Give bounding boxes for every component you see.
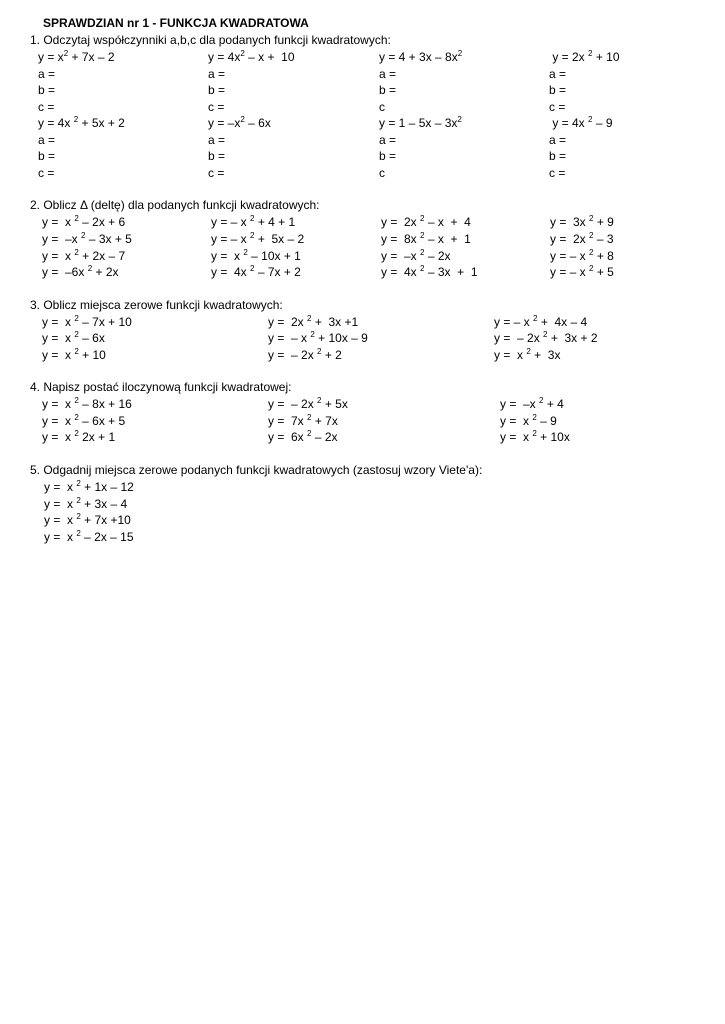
function-formula: $y = x^2 + 7x - 2$ <box>38 49 115 64</box>
coefficient-blank: b = <box>549 149 567 163</box>
function-formula: y = – x $^2$ + 10x – 9 <box>268 330 368 346</box>
section-heading: 4. Napisz postać iloczynową funkcji kwadratowej: <box>30 380 292 394</box>
function-formula: y = x $^2$ + 1x – 12 <box>44 479 134 494</box>
function-formula: y = – x $^2$ + 8 <box>550 247 614 263</box>
function-formula: y = x $^2$ – 2x – 15 <box>44 528 134 544</box>
function-formula: $y = 4x^2 - x + 10$ <box>208 49 295 64</box>
function-formula: y = x $^2$ + 3x <box>494 346 561 362</box>
function-formula: y = 4x $^2$ – 3x + 1 <box>381 264 478 280</box>
function-formula: y = –x $^2$ – 3x + 5 <box>42 230 132 246</box>
coefficient-blank: c = <box>549 165 566 180</box>
function-formula: y = x $^2$ + 10x <box>500 429 570 445</box>
coefficient-blank: b = <box>379 149 397 163</box>
coefficient-blank: a = <box>38 66 56 81</box>
function-formula: y = x $^2$ – 10x + 1 <box>211 247 301 263</box>
coefficient-blank: c = <box>38 99 55 114</box>
function-formula: y = x $^2$ + 2x – 7 <box>42 247 126 263</box>
coefficient-blank: a = <box>379 66 397 81</box>
coefficient-blank: b = <box>208 149 226 163</box>
function-formula: y = 4x $^2$ + 5x + 2 <box>38 115 125 130</box>
function-formula: y = 2x $^2$ + 10 <box>549 49 620 64</box>
function-formula: y = x $^2$ – 7x + 10 <box>42 314 132 329</box>
coefficient-blank: c <box>379 99 385 114</box>
function-formula: y = x $^2$ – 6x <box>42 330 105 346</box>
coefficient-blank: c <box>379 165 385 180</box>
function-formula: y = –x $^2$ – 2x <box>381 247 451 263</box>
coefficient-blank: a = <box>38 132 56 147</box>
coefficient-blank: a = <box>208 132 226 147</box>
coefficient-blank: a = <box>549 66 567 81</box>
function-formula: y = x $^2$ – 9 <box>500 412 557 428</box>
function-formula: y = – 2x $^2$ + 5x <box>268 396 348 411</box>
function-formula: $y = 1 - 5x - 3x^2$ <box>379 115 462 130</box>
function-formula: y = – x $^2$ + 5 <box>550 264 614 280</box>
function-formula: y = x $^2$ – 8x + 16 <box>42 396 132 411</box>
function-formula: y = – x $^2$ + 4 + 1 <box>211 214 296 229</box>
function-formula: y = 4x $^2$ – 9 <box>549 115 613 130</box>
section-heading: 5. Odgadnij miejsca zerowe podanych funkcji kwadratowych (zastosuj wzory Viete'a): <box>30 463 483 477</box>
function-formula: y = – 2x $^2$ + 3x + 2 <box>494 330 598 346</box>
function-formula: y = x $^2$ + 3x – 4 <box>44 495 128 511</box>
coefficient-blank: b = <box>549 83 567 97</box>
section-heading: 2. Oblicz Δ (deltę) dla podanych funkcji kwadratowych: <box>30 198 320 212</box>
coefficient-blank: c = <box>549 99 566 114</box>
function-formula: y = 2x $^2$ + 3x +1 <box>268 314 359 329</box>
function-formula: y = – x $^2$ + 5x – 2 <box>211 230 305 246</box>
coefficient-blank: b = <box>379 83 397 97</box>
function-formula: y = – 2x $^2$ + 2 <box>268 346 342 362</box>
coefficient-blank: c = <box>38 165 55 180</box>
function-formula: y = 4x $^2$ – 7x + 2 <box>211 264 301 280</box>
coefficient-blank: a = <box>549 132 567 147</box>
function-formula: y = x $^2$ – 2x + 6 <box>42 214 126 229</box>
function-formula: y = 8x $^2$ – x + 1 <box>381 230 471 246</box>
function-formula: y = 2x $^2$ – x + 4 <box>381 214 471 229</box>
function-formula: y = x $^2$ + 10 <box>42 346 106 362</box>
coefficient-blank: c = <box>208 165 225 180</box>
coefficient-blank: b = <box>38 149 56 163</box>
function-formula: y = – x $^2$ + 4x – 4 <box>494 314 588 329</box>
function-formula: y = –6x $^2$ + 2x <box>42 264 119 280</box>
section-heading: 1. Odczytaj współczynniki a,b,c dla podanych funkcji kwadratowych: <box>30 33 391 47</box>
coefficient-blank: a = <box>379 132 397 147</box>
function-formula: y = x $^2$ + 7x +10 <box>44 512 131 527</box>
function-formula: y = 2x $^2$ – 3 <box>550 230 614 246</box>
function-formula: $y = -x^2 - 6x$ <box>208 115 271 130</box>
function-formula: y = –x $^2$ + 4 <box>500 396 564 411</box>
function-formula: y = 6x $^2$ – 2x <box>268 429 338 445</box>
function-formula: $y = 4 + 3x - 8x^2$ <box>379 49 463 64</box>
function-formula: y = x $^2$ – 6x + 5 <box>42 412 126 428</box>
coefficient-blank: c = <box>208 99 225 114</box>
worksheet-title: SPRAWDZIAN nr 1 - FUNKCJA KWADRATOWA <box>43 16 309 30</box>
coefficient-blank: b = <box>38 83 56 97</box>
function-formula: y = x $^2$ 2x + 1 <box>42 429 116 445</box>
coefficient-blank: b = <box>208 83 226 97</box>
section-heading: 3. Oblicz miejsca zerowe funkcji kwadratowych: <box>30 298 283 312</box>
coefficient-blank: a = <box>208 66 226 81</box>
function-formula: y = 3x $^2$ + 9 <box>550 214 614 229</box>
function-formula: y = 7x $^2$ + 7x <box>268 412 338 428</box>
